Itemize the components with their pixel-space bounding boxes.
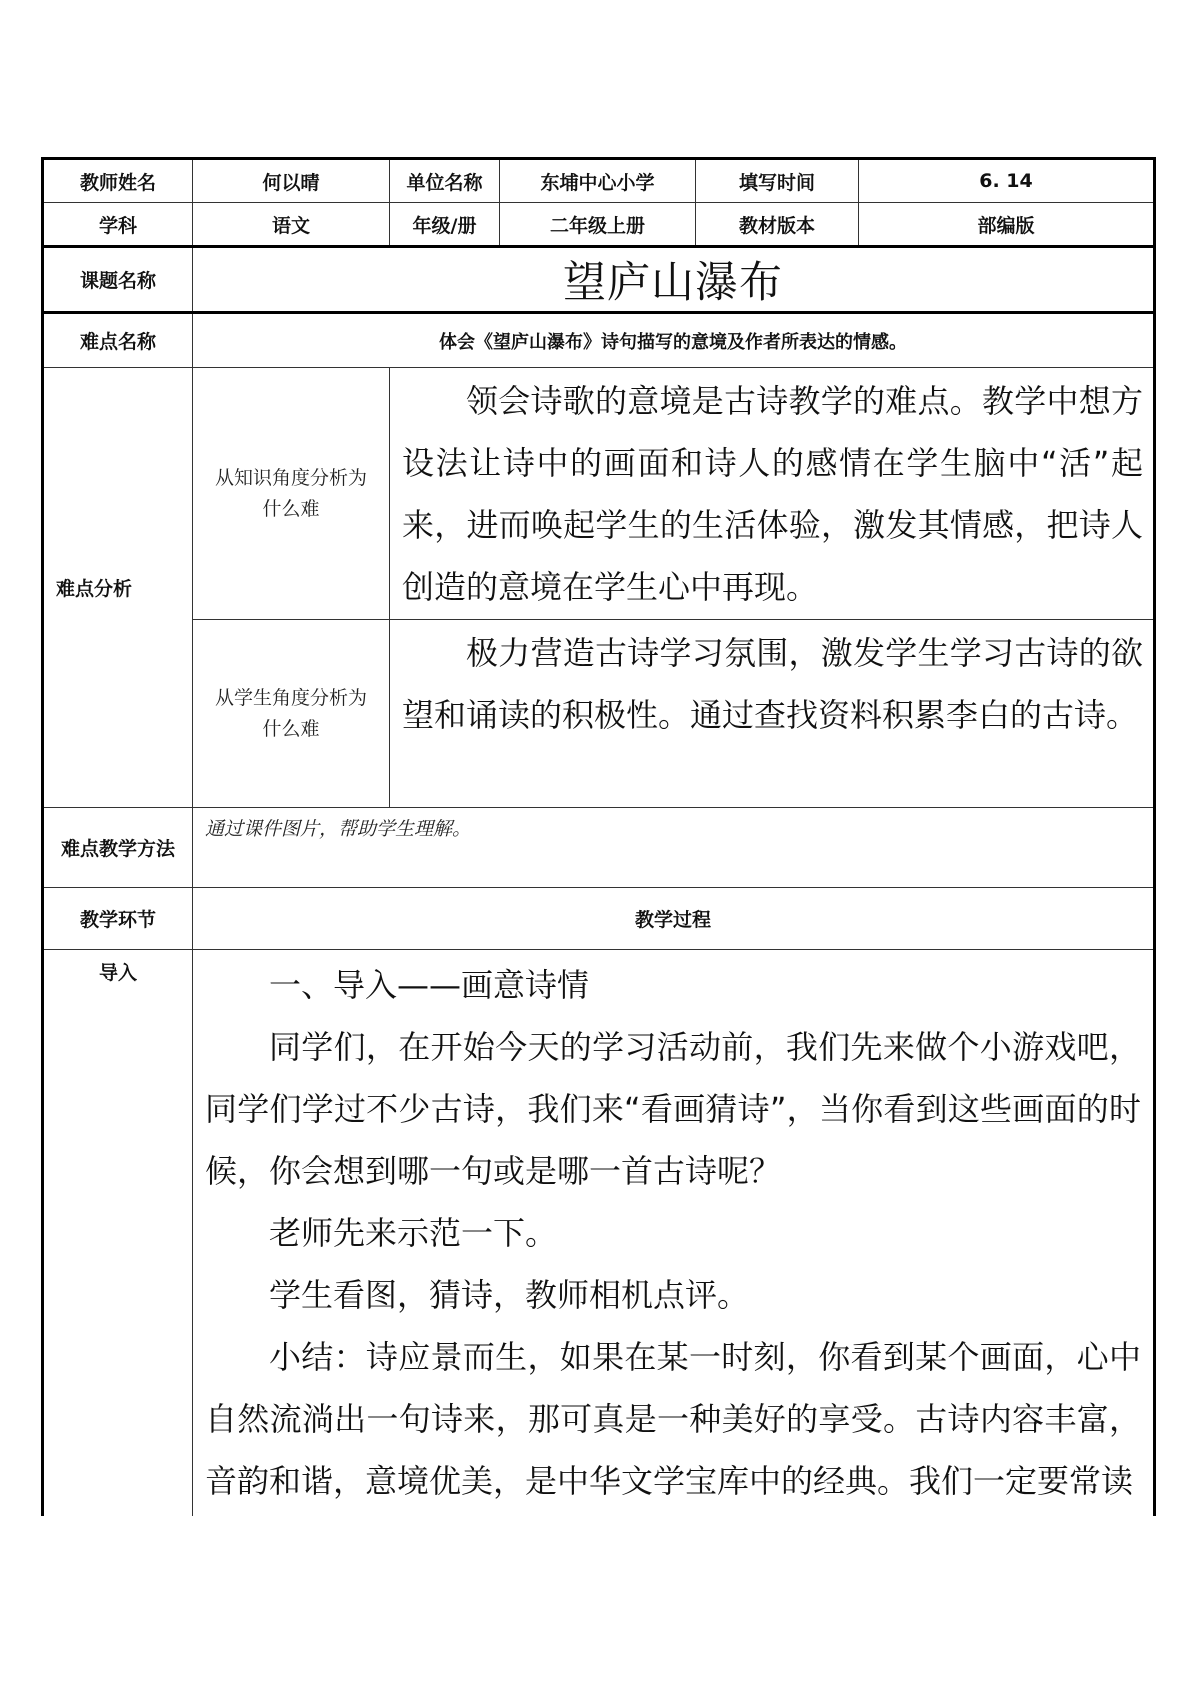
difficulty-text: 体会《望庐山瀑布》诗句描写的意境及作者所表达的情感。	[193, 313, 1155, 368]
analysis-row-student	[43, 620, 1155, 808]
analysis-label: 难点分析	[43, 368, 193, 808]
process-paragraph: 小结：诗应景而生，如果在某一时刻，你看到某个画面，心中自然流淌出一句诗来，那可真是一种美好的享受。古诗内容丰富，音韵和谐，意境优美，是中华文学宝库中的经典。我们一定要常读	[205, 1338, 1141, 1500]
teacher-name: 何以晴	[193, 159, 390, 203]
difficulty-row	[43, 313, 1155, 368]
subject-label: 学科	[43, 203, 193, 247]
lesson-plan-table	[41, 157, 1156, 1516]
stage-intro-label: 导入	[43, 950, 193, 1516]
edition-value: 部编版	[859, 203, 1155, 247]
process-paragraph: 一、导入——画意诗情	[269, 966, 590, 1004]
stage-header: 教学环节	[43, 888, 193, 950]
header-row-1	[43, 159, 1155, 203]
title-row	[43, 247, 1155, 313]
edition-label: 教材版本	[696, 203, 859, 247]
process-content	[193, 950, 1155, 1516]
knowledge-angle-text	[390, 368, 1155, 620]
title-label: 课题名称	[43, 247, 193, 313]
grade-value: 二年级上册	[500, 203, 696, 247]
student-paragraph: 极力营造古诗学习氛围，激发学生学习古诗的欲望和诵读的积极性。通过查找资料积累李白的古诗。	[402, 634, 1143, 734]
unit-name: 东埔中心小学	[500, 159, 696, 203]
process-header: 教学过程	[193, 888, 1155, 950]
header-row-2	[43, 203, 1155, 247]
grade-label: 年级/册	[390, 203, 500, 247]
knowledge-angle-label: 从知识角度分析为什么难	[193, 368, 390, 620]
date-label: 填写时间	[696, 159, 859, 203]
process-row	[43, 950, 1155, 1516]
date-value: 6. 14	[859, 159, 1155, 203]
process-paragraph: 学生看图，猜诗，教师相机点评。	[269, 1276, 750, 1314]
unit-label: 单位名称	[390, 159, 500, 203]
process-header-row	[43, 888, 1155, 950]
difficulty-label: 难点名称	[43, 313, 193, 368]
method-text: 通过课件图片，帮助学生理解。	[193, 808, 1155, 888]
method-label: 难点教学方法	[43, 808, 193, 888]
process-paragraph: 同学们，在开始今天的学习活动前，我们先来做个小游戏吧，同学们学过不少古诗，我们来“看画猜诗”，当你看到这些画面的时候，你会想到哪一句或是哪一首古诗呢？	[205, 1028, 1141, 1190]
lesson-title: 望庐山瀑布	[193, 247, 1155, 313]
student-angle-label: 从学生角度分析为什么难	[193, 620, 390, 808]
method-row	[43, 808, 1155, 888]
knowledge-paragraph: 领会诗歌的意境是古诗教学的难点。教学中想方设法让诗中的画面和诗人的感情在学生脑中“活”起来，进而唤起学生的生活体验，激发其情感，把诗人创造的意境在学生心中再现。	[402, 382, 1143, 606]
teacher-label: 教师姓名	[43, 159, 193, 203]
student-angle-text	[390, 620, 1155, 808]
analysis-row-knowledge	[43, 368, 1155, 620]
subject-value: 语文	[193, 203, 390, 247]
process-paragraph: 老师先来示范一下。	[269, 1214, 558, 1252]
